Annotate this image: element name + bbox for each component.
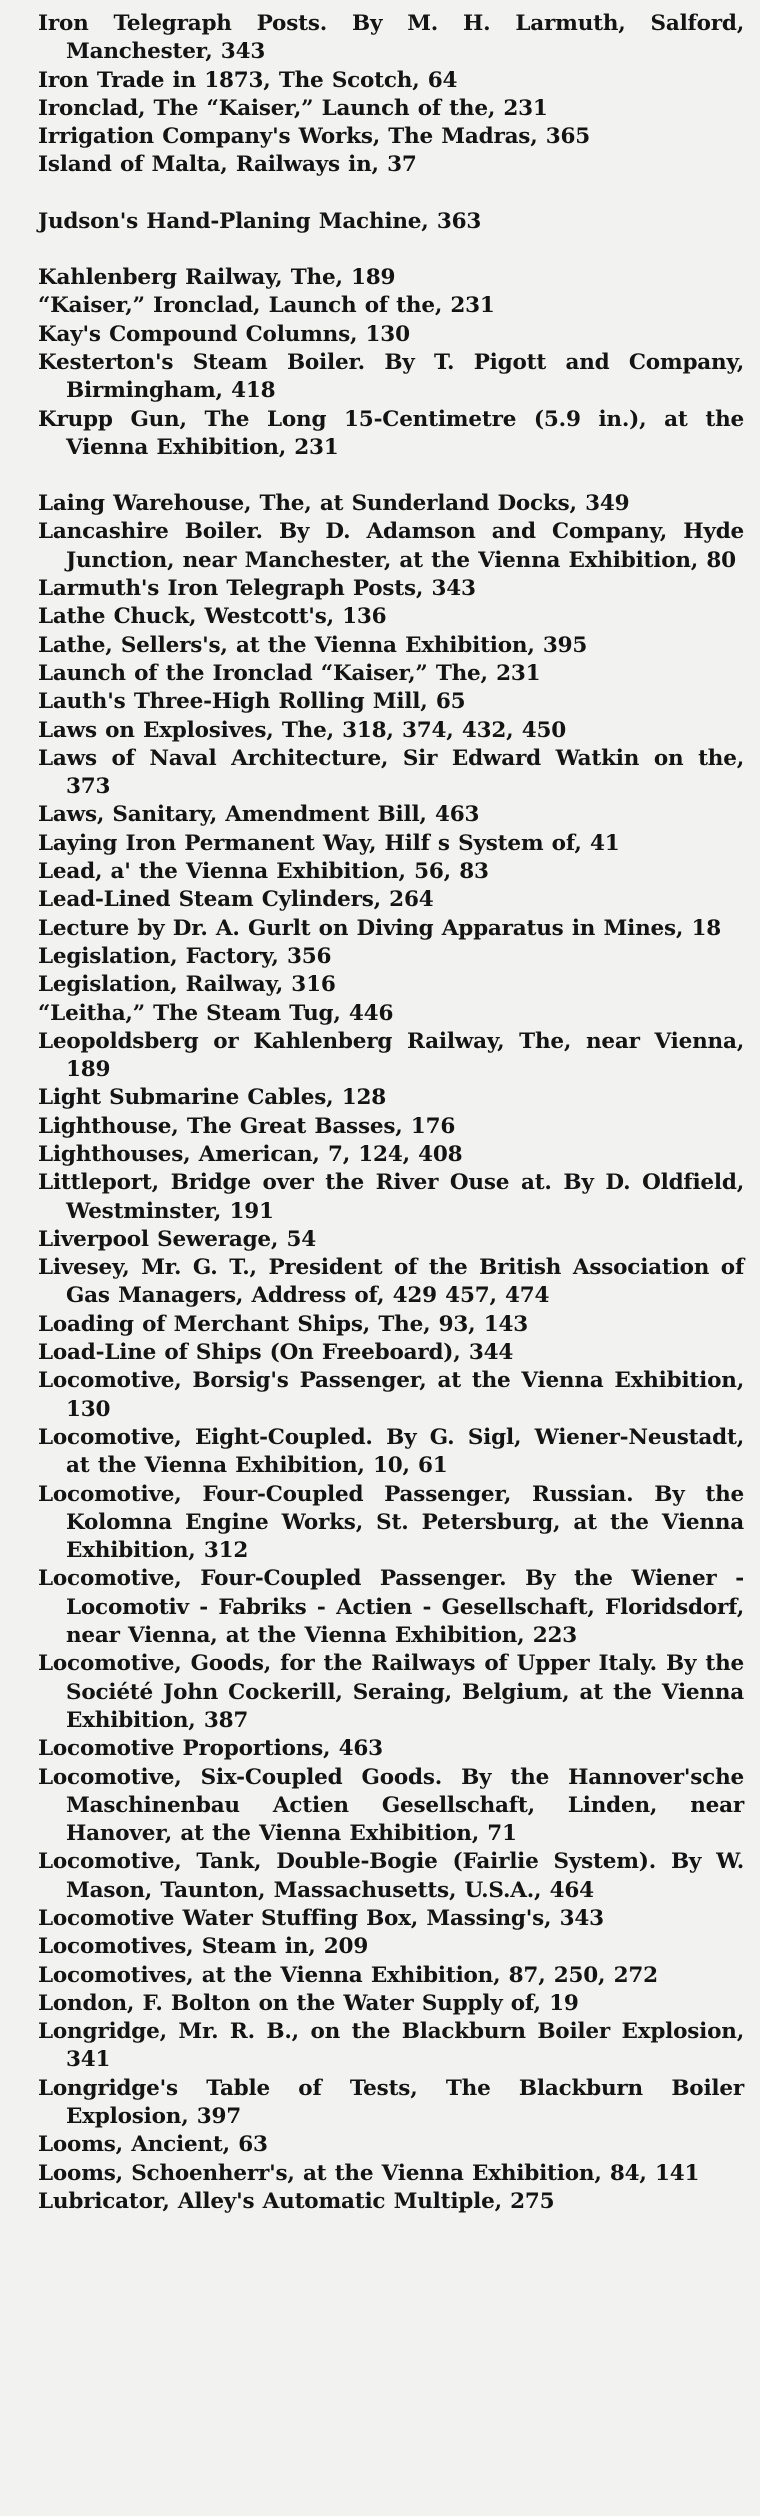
index-entry: Kesterton's Steam Boiler. By T. Pigott and Company, Birmingham, 418 xyxy=(38,349,744,404)
index-entry: Lubricator, Alley's Automatic Multiple, 275 xyxy=(38,2188,555,2214)
index-entry: “Leitha,” The Steam Tug, 446 xyxy=(38,1000,394,1026)
index-block-i xyxy=(38,10,744,180)
index-entry: Lighthouse, The Great Basses, 176 xyxy=(38,1113,456,1139)
index-entry: Lathe Chuck, Westcott's, 136 xyxy=(38,604,387,630)
index-entry: Liverpool Sewerage, 54 xyxy=(38,1226,317,1252)
index-block-l xyxy=(38,490,744,2216)
index-entry: Locomotive, Six-Coupled Goods. By the Hannover'sche Maschinenbau Actien Gesellschaft, Linden, near Hanover, at the Vienna Exhibition, 71 xyxy=(38,1764,744,1847)
index-entry: Locomotive, Eight-Coupled. By G. Sigl, Wiener-Neustadt, at the Vienna Exhibition, 10, 61 xyxy=(38,1424,744,1479)
index-entry: Legislation, Railway, 316 xyxy=(38,972,336,998)
index-entry: Load-Line of Ships (On Freeboard), 344 xyxy=(38,1340,514,1366)
index-entry: Laws of Naval Architecture, Sir Edward Watkin on the, 373 xyxy=(38,745,744,800)
index-entry: Island of Malta, Railways in, 37 xyxy=(38,152,417,178)
index-entry: Locomotives, Steam in, 209 xyxy=(38,1934,369,1960)
index-entry: Longridge's Table of Tests, The Blackburn Boiler Explosion, 397 xyxy=(38,2075,744,2130)
index-entry: Laying Iron Permanent Way, Hilf s System of, 41 xyxy=(38,830,620,856)
index-entry: Lecture by Dr. A. Gurlt on Diving Apparatus in Mines, 18 xyxy=(38,915,721,941)
index-entry: Locomotive, Four-Coupled Passenger, Russian. By the Kolomna Engine Works, St. Petersburg, at the Vienna Exhibition, 312 xyxy=(38,1481,744,1564)
section-gap xyxy=(38,236,744,264)
index-entry: Looms, Ancient, 63 xyxy=(38,2132,268,2158)
index-entry: Locomotive, Tank, Double-Bogie (Fairlie System). By W. Mason, Taunton, Massachusetts, U.S.A., 464 xyxy=(38,1849,744,1903)
index-entry: Locomotive Proportions, 463 xyxy=(38,1736,383,1762)
section-gap xyxy=(38,462,744,490)
index-entry: Iron Trade in 1873, The Scotch, 64 xyxy=(38,67,458,93)
index-entry: Lancashire Boiler. By D. Adamson and Company, Hyde Junction, near Manchester, at the Vienna Exhibition, 80 xyxy=(38,519,744,573)
index-entry: Larmuth's Iron Telegraph Posts, 343 xyxy=(38,576,476,602)
index-entry: Laws on Explosives, The, 318, 374, 432, 450 xyxy=(38,717,566,743)
index-entry: Looms, Schoenherr's, at the Vienna Exhibition, 84, 141 xyxy=(38,2160,700,2186)
index-entry: Lauth's Three-High Rolling Mill, 65 xyxy=(38,689,466,715)
index-entry: Leopoldsberg or Kahlenberg Railway, The, near Vienna, 189 xyxy=(38,1028,744,1083)
section-gap xyxy=(38,180,744,208)
index-entry: Lead-Lined Steam Cylinders, 264 xyxy=(38,887,434,913)
index-entry: “Kaiser,” Ironclad, Launch of the, 231 xyxy=(38,293,495,319)
index-entry: Ironclad, The “Kaiser,” Launch of the, 231 xyxy=(38,95,548,121)
index-entry: Kay's Compound Columns, 130 xyxy=(38,321,410,347)
index-entry: Krupp Gun, The Long 15-Centimetre (5.9 in.), at the Vienna Exhibition, 231 xyxy=(38,406,744,460)
index-entry: Legislation, Factory, 356 xyxy=(38,943,332,969)
index-entry: Laws, Sanitary, Amendment Bill, 463 xyxy=(38,802,480,828)
index-entry: Launch of the Ironclad “Kaiser,” The, 231 xyxy=(38,660,541,686)
index-entry: Loading of Merchant Ships, The, 93, 143 xyxy=(38,1311,529,1337)
index-entry: Light Submarine Cables, 128 xyxy=(38,1085,387,1111)
index-entry: Irrigation Company's Works, The Madras, 365 xyxy=(38,124,591,150)
index-entry: Lighthouses, American, 7, 124, 408 xyxy=(38,1141,463,1167)
index-entry: Iron Telegraph Posts. By M. H. Larmuth, Salford, Manchester, 343 xyxy=(38,11,744,65)
index-entry: Livesey, Mr. G. T., President of the British Association of Gas Managers, Address of, 429 457, 474 xyxy=(38,1255,744,1309)
index-entry: London, F. Bolton on the Water Supply of, 19 xyxy=(38,1990,579,2016)
index-block-j xyxy=(38,208,744,236)
index-block-k xyxy=(38,264,744,462)
index-entry: Lead, a' the Vienna Exhibition, 56, 83 xyxy=(38,859,489,885)
index-entry: Lathe, Sellers's, at the Vienna Exhibition, 395 xyxy=(38,632,588,658)
index-entry: Locomotive Water Stuffing Box, Massing's, 343 xyxy=(38,1906,604,1931)
index-entry: Kahlenberg Railway, The, 189 xyxy=(38,265,396,291)
index-entry: Laing Warehouse, The, at Sunderland Docks, 349 xyxy=(38,491,630,517)
index-entry: Locomotive, Four-Coupled Passenger. By the Wiener - Locomotiv - Fabriks - Actien - Gesellschaft, Floridsdorf, near Vienna, at the Vienna Exhibition, 223 xyxy=(38,1566,744,1649)
index-entry: Judson's Hand-Planing Machine, 363 xyxy=(38,208,482,234)
index-entry: Longridge, Mr. R. B., on the Blackburn Boiler Explosion, 341 xyxy=(38,2019,744,2073)
index-entry: Locomotive, Goods, for the Railways of Upper Italy. By the Société John Cockerill, Seraing, Belgium, at the Vienna Exhibition, 387 xyxy=(38,1651,744,1733)
index-entry: Littleport, Bridge over the River Ouse at. By D. Oldfield, Westminster, 191 xyxy=(38,1170,744,1224)
index-entry: Locomotive, Borsig's Passenger, at the Vienna Exhibition, 130 xyxy=(38,1368,744,1422)
index-entry: Locomotives, at the Vienna Exhibition, 87, 250, 272 xyxy=(38,1962,658,1988)
